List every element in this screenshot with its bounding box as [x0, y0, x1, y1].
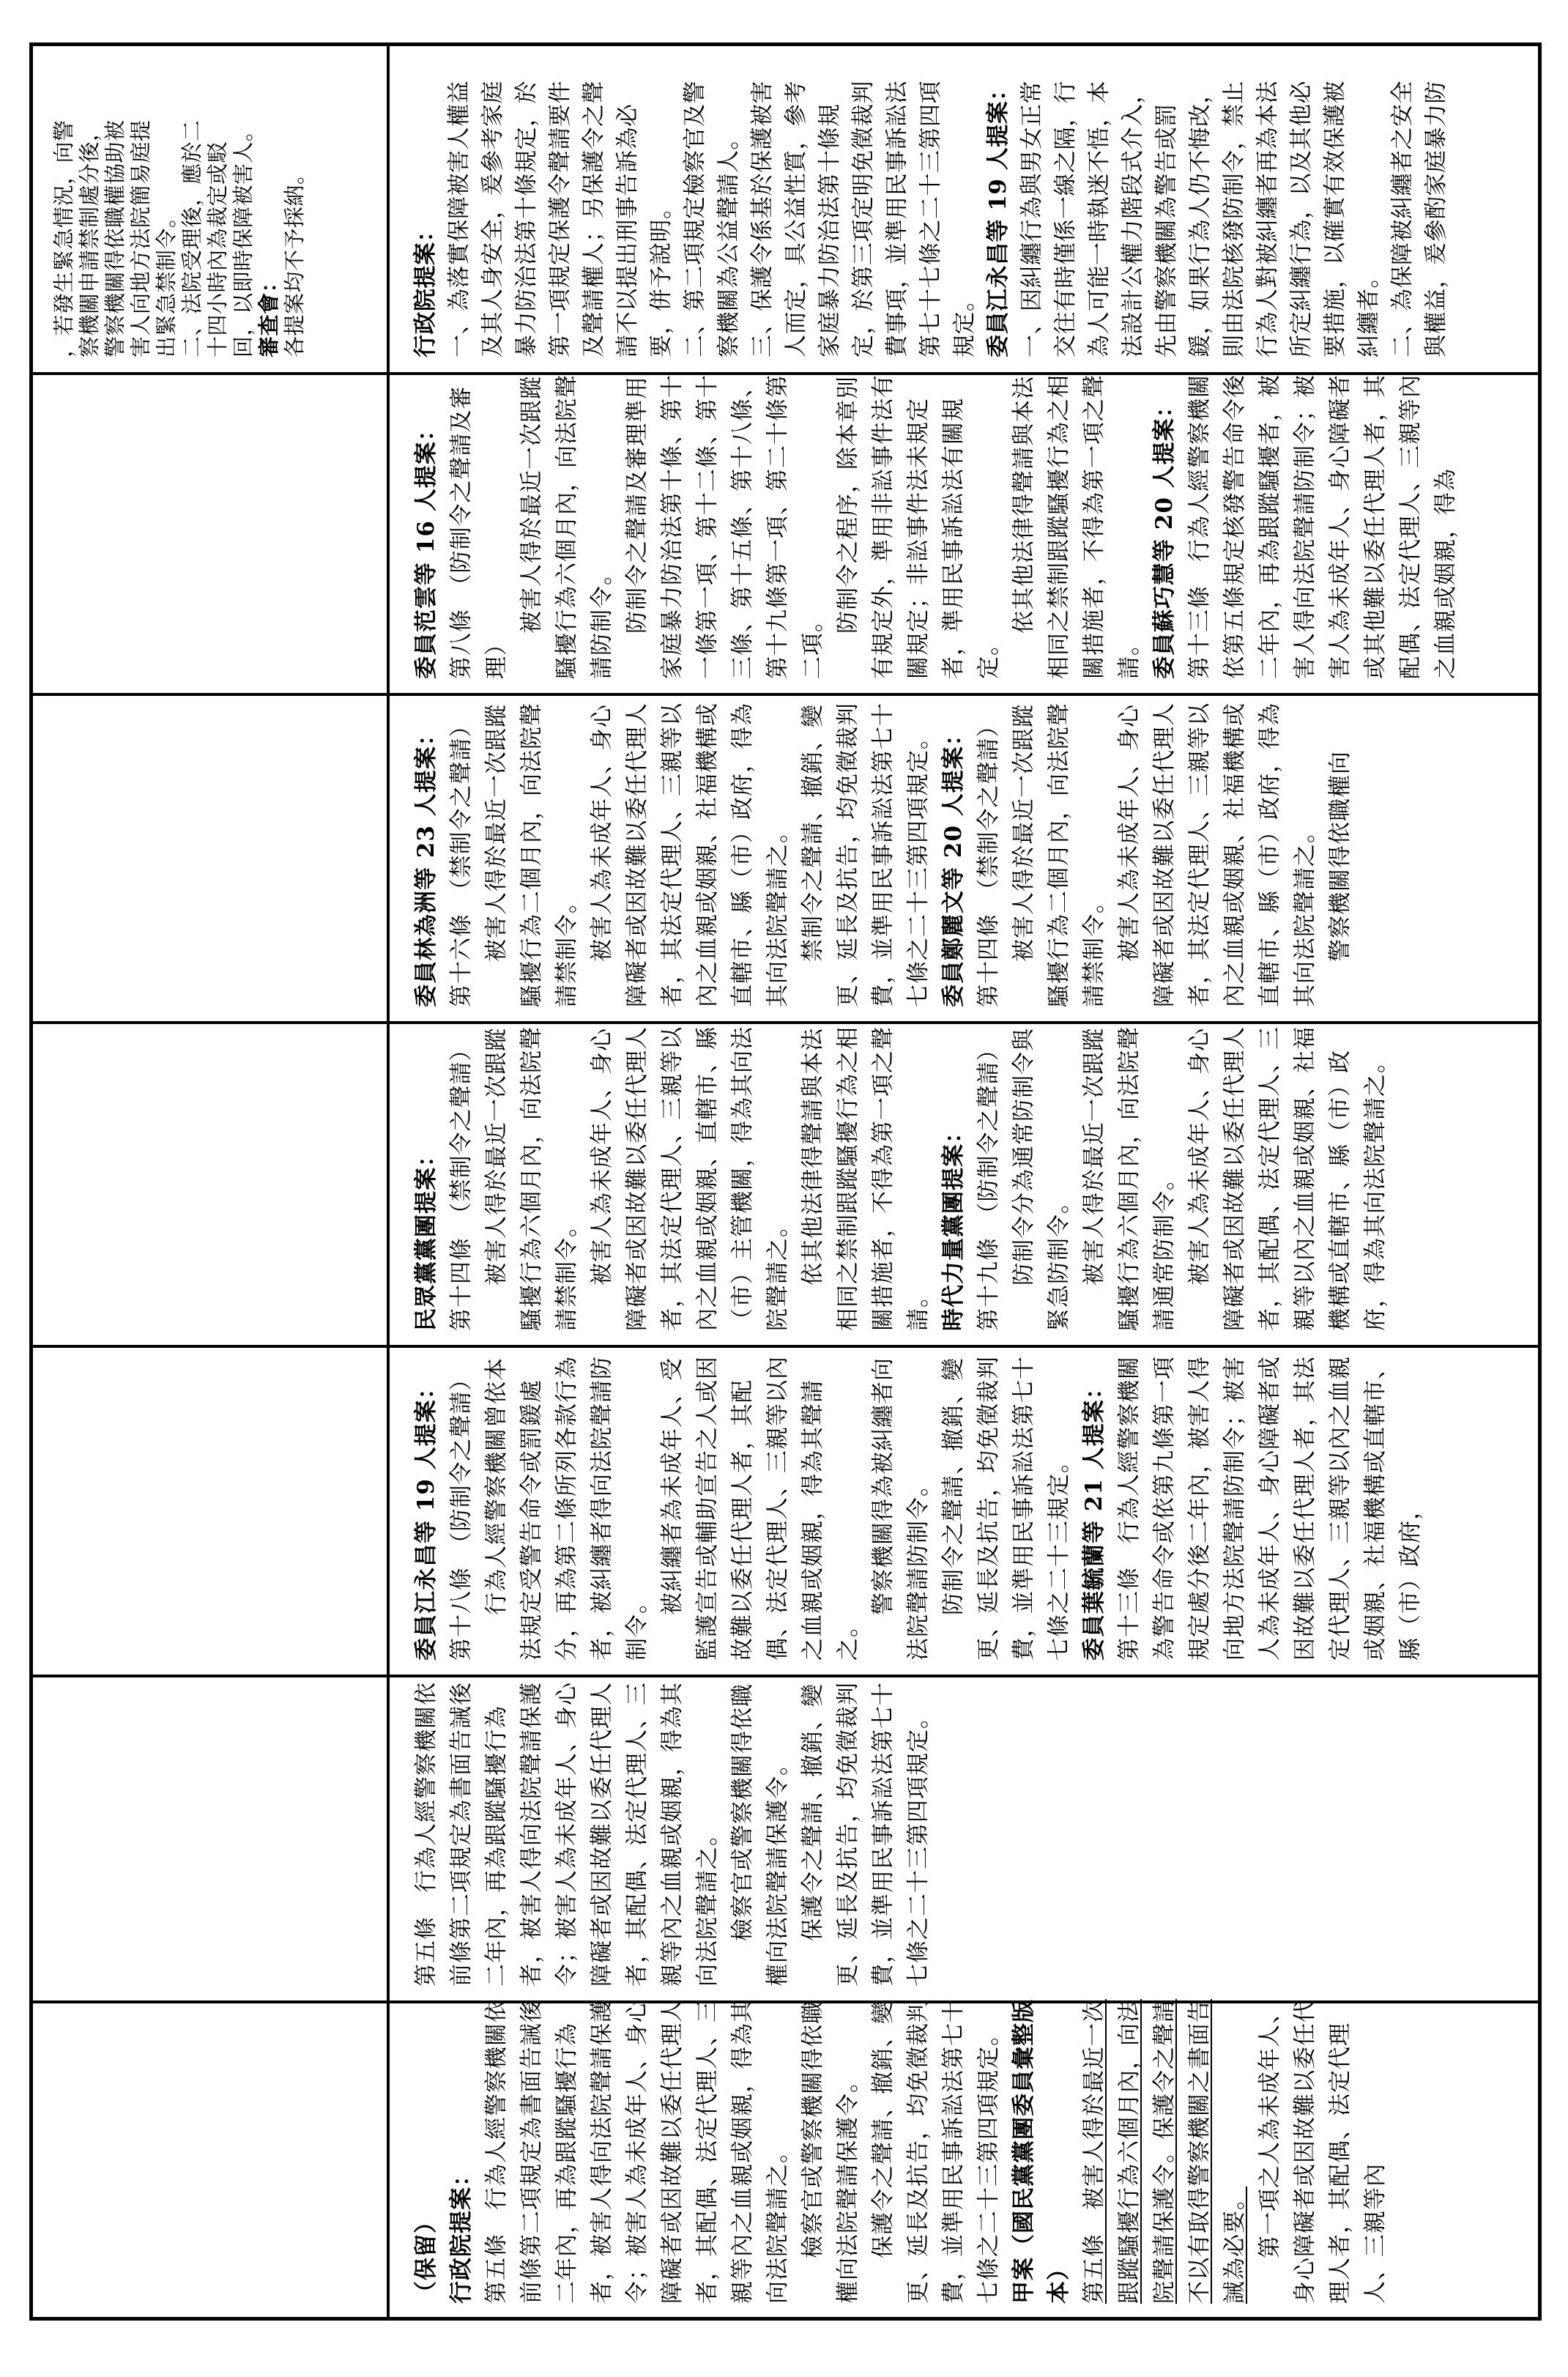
article-text: 防制令之程序，除本章別有規定外，準用非訟事件法有關規定；非訟事件法未規定者，準用民事訴訟法有關規定。	[835, 374, 1002, 679]
article-text: 防制令之聲請及審理準用家庭暴力防治法第十條、第十一條第一項、第十二條、第十三條、第十五條、第十八條、第十九條第一項、第二十條第二項。	[624, 374, 826, 679]
article-text-underlined: 第五條 被害人得於最近一次跟蹤騷擾行為六個月內，向法院聲請保護令。保護令之聲請不以有取得警察機關之書面告誡為必要。	[1081, 1999, 1248, 2304]
article-text: 禁制令之聲請、撤銷、變更、延長及抗告，均免徵裁判費，並準用民事訴訟法第七十七條之二十三第四項規定。	[800, 702, 932, 1007]
remarks-text: 二、法院受理後，應於二十四小時內為裁定或駁回，以即時保障被害人。	[179, 119, 256, 357]
article-heading: 第十四條 （禁制令之聲請）	[448, 1037, 475, 1331]
cell-proposals-fan-su	[409, 371, 1538, 679]
label-proposal-tpp: 民眾黨黨團提案：	[413, 1143, 439, 1331]
article-text: 第五條 行為人經警察機關依前條第二項規定為書面告誡後二年內，再為跟蹤騷擾行為者，被害人得向法院聲請保護令；被害人為未成年人、身心障礙者或因故難以委任代理人者，其配偶、法定代理人、三親等內之血親或姻親，得為其向法院聲請之。	[413, 1682, 721, 1987]
column-divider-3	[29, 1345, 1542, 1348]
remarks-text: 二、為保障被糾纏者之安全與權益，爰參酌家庭暴力防	[1389, 81, 1449, 357]
article-text: 防制令分為通常防制令與緊急防制令。	[1011, 1028, 1072, 1331]
label-proposal-su: 委員蘇巧慧等 20 人提案：	[1151, 394, 1178, 679]
review-committee-result: 各提案均不予採納。	[282, 163, 307, 357]
cell-remarks-previous-article	[51, 100, 381, 357]
article-text: 保護令之聲請、撤銷、變更、延長及抗告，均免徵裁判費，並準用民事訴訟法第七十七條之二十三第四項規定。	[870, 1999, 1002, 2304]
cell-executive-yuan-proposal	[409, 1679, 1538, 1987]
article-text: 第十三條 行為人經警察機關依第五條規定核發警告命令後二年內，再為跟蹤騷擾者，被害人得向法院聲請防制令；被害人為未成年人、身心障礙者或其他難以委任代理人者，其配偶、法定代理人、三親等內之血親或姻親，得為	[1186, 374, 1459, 679]
label-plan-a-kmt: 甲案（國民黨黨團委員彙整版本）	[1011, 1999, 1072, 2304]
label-proposal-npp: 時代力量黨團提案：	[940, 1120, 967, 1331]
article-text: 被害人得於最近一次跟蹤騷擾行為二個月內，向法院聲請禁制令。	[1011, 702, 1107, 1007]
article-text: 保護令之聲請、撤銷、變更、延長及抗告，均免徵裁判費，並準用民事訴訟法第七十七條之二十三第四項規定。	[800, 1682, 932, 1987]
cell-proposals-lin-zheng	[409, 700, 1538, 1007]
article-text: 依其他法律得聲請與本法相同之禁制跟蹤騷擾行為之相關措施者，不得為第一項之聲請。	[1011, 374, 1142, 679]
article-heading: 第十九條 （防制令之聲請）	[976, 1037, 1002, 1331]
article-text: 被害人得於最近一次跟蹤騷擾行為六個月內，向法院聲請防制令。	[519, 374, 615, 679]
article-text: 第十三條 行為人經警察機關為警告命令或依第九條第一項規定處分後二年內，被害人得向地方法院聲請防制令；被害人為未成年人、身心障礙者或因故難以委任代理人者，其法定代理人、三親等以內之血親或姻親、社福機構或直轄市、縣（市）政府，	[1116, 1356, 1424, 1661]
article-text: 檢察官或警察機關得依職權向法院聲請保護令。	[800, 2000, 861, 2304]
remarks-text: ，若發生緊急情況，向警察機關申請禁制處分後，警察機關得依職權協助被害人向地方法院簡易庭提出緊急禁制令。	[51, 119, 179, 357]
article-heading: 第十四條 （禁制令之聲請）	[976, 713, 1002, 1007]
article-text: 被害人得於最近一次跟蹤騷擾行為二個月內，向法院聲請禁制令。	[483, 702, 580, 1007]
remarks-text: 一、因糾纏行為與男女正常交往有時僅係一線之隔，行為人可能一時執迷不悟，本法設計公權力階段式介入，先由警察機關為警告或罰鍰，如果行為人仍不悔改，則由法院核發防制令，禁止行為人對被糾纏者再為本法所定糾纏行為，以及其他必要措施，以確實有效保護被糾纏者。	[1019, 81, 1382, 357]
label-proposal-jiang: 委員江永昌等 19 人提案：	[413, 1376, 439, 1661]
cell-review-result	[409, 1996, 1538, 2304]
cell-proposals-tpp-npp	[409, 1023, 1538, 1331]
article-text: 警察機關得依職權向	[1327, 751, 1353, 962]
remarks-text: 一、為落實保障被害人權益及其人身安全，爰參考家庭暴力防治法第十條規定，於第一項規定保護令聲請要件及聲請權人；另保護令之聲請不以提出刑事告訴為必要，併予說明。	[446, 81, 675, 357]
reserved-marker: （保留）	[413, 2210, 439, 2304]
article-text: 檢察官或警察機關得依職權向法院聲請保護令。	[729, 1683, 791, 1987]
article-text: 被害人為未成年人、身心障礙者或因故難以委任代理人者，其法定代理人、三親等以內之血親或姻親、社福機構或直轄市、縣（市）政府，得為其向法院聲請之。	[589, 702, 791, 1007]
label-executive-remarks: 行政院提案：	[412, 219, 439, 357]
article-text: 警察機關得為被糾纏者向法院聲請防制令。	[870, 1357, 932, 1661]
column-divider-2	[29, 1675, 1542, 1677]
article-text: 第一項之人為未成年人、身心障礙者或因故難以委任代理人者，其配偶、法定代理人、三親等內	[1257, 1999, 1389, 2304]
article-text: 被害人為未成年人、身心障礙者或因故難以委任代理人者，其法定代理人、三親等以內之血親或姻親、直轄市、縣（市）主管機關，得為其向法院聲請之。	[589, 1026, 791, 1331]
article-text: 被害人為未成年人、身心障礙者或因故難以委任代理人者，其法定代理人、三親等以內之血親或姻親、社福機構或直轄市、縣（市）政府，得為其向法院聲請之。	[1116, 702, 1318, 1007]
article-text: 被害人得於最近一次跟蹤騷擾行為六個月內，向法院聲請禁制令。	[483, 1026, 580, 1331]
article-heading: 第十八條 （防制令之聲請）	[448, 1367, 475, 1661]
cell-proposals-jiang-ye	[409, 1353, 1538, 1661]
article-text: 第五條 行為人經警察機關依前條第二項規定為書面告誡後二年內，再為跟蹤騷擾行為者，被害人得向法院聲請保護令；被害人為未成年人、身心障礙者或因故難以委任代理人者，其配偶、法定代理人、三親等內之血親或姻親，得為其向法院聲請之。	[483, 1999, 791, 2304]
remarks-text: 二、第二項規定檢察官及警察機關為公益聲請人。	[682, 81, 742, 357]
article-text: 防制令之聲請、撤銷、變更、延長及抗告，均免徵裁判費，並準用民事訴訟法第七十七條之二十三規定。	[940, 1356, 1072, 1661]
column-divider-5	[29, 693, 1542, 696]
label-proposal-cheng: 委員鄭麗文等 20 人提案：	[940, 722, 967, 1007]
article-text: 被糾纏者為未成年人、受監護宣告或輔助宣告之人或因故難以委任代理人者，其配偶、法定代理人、三親等以內之血親或姻親，得為其聲請之。	[659, 1356, 861, 1661]
label-jiang-remarks: 委員江永昌等 19 人提案：	[985, 78, 1011, 357]
article-heading: 第十六條 （禁制令之聲請）	[448, 713, 475, 1007]
article-text: 被害人為未成年人、身心障礙者或因故難以委任代理人者，其配偶、法定代理人、三親等以內之血親或姻親、社福機構或直轄市、縣（市）政府，得為其向法院聲請之。	[1186, 1026, 1389, 1331]
label-executive-version: 行政院提案：	[448, 2163, 475, 2304]
cell-remarks-current-article	[409, 63, 1538, 357]
article-heading: 第八條 （防制令之聲請及審理）	[448, 385, 510, 679]
remarks-text: 三、保護令係基於保護被害人而定，具公益性質，參考家庭暴力防治法第十條規定，於第三項定明免徵裁判費事項，並準用民事訴訟法第七十七條之二十三第四項規定。	[749, 81, 978, 357]
article-text: 依其他法律得聲請與本法相同之禁制跟蹤騷擾行為之相關措施者，不得為第一項之聲請。	[800, 1026, 932, 1331]
article-text: 行為人經警察機關曾依本法規定受警告命令或罰鍰處分，再為第二條所列各款行為者，被糾纏者得向法院聲請防制令。	[483, 1356, 650, 1661]
row-divider	[387, 42, 390, 2321]
label-review-committee: 審查會：	[256, 270, 281, 357]
label-proposal-yeh: 委員葉毓蘭等 21 人提案：	[1081, 1376, 1107, 1661]
label-proposal-fan: 委員范雲等 16 人提案：	[413, 418, 439, 679]
label-proposal-lin: 委員林為洲等 23 人提案：	[413, 722, 439, 1007]
article-text: 被害人得於最近一次跟蹤騷擾行為六個月內，向法院聲請通常防制令。	[1081, 1026, 1178, 1331]
